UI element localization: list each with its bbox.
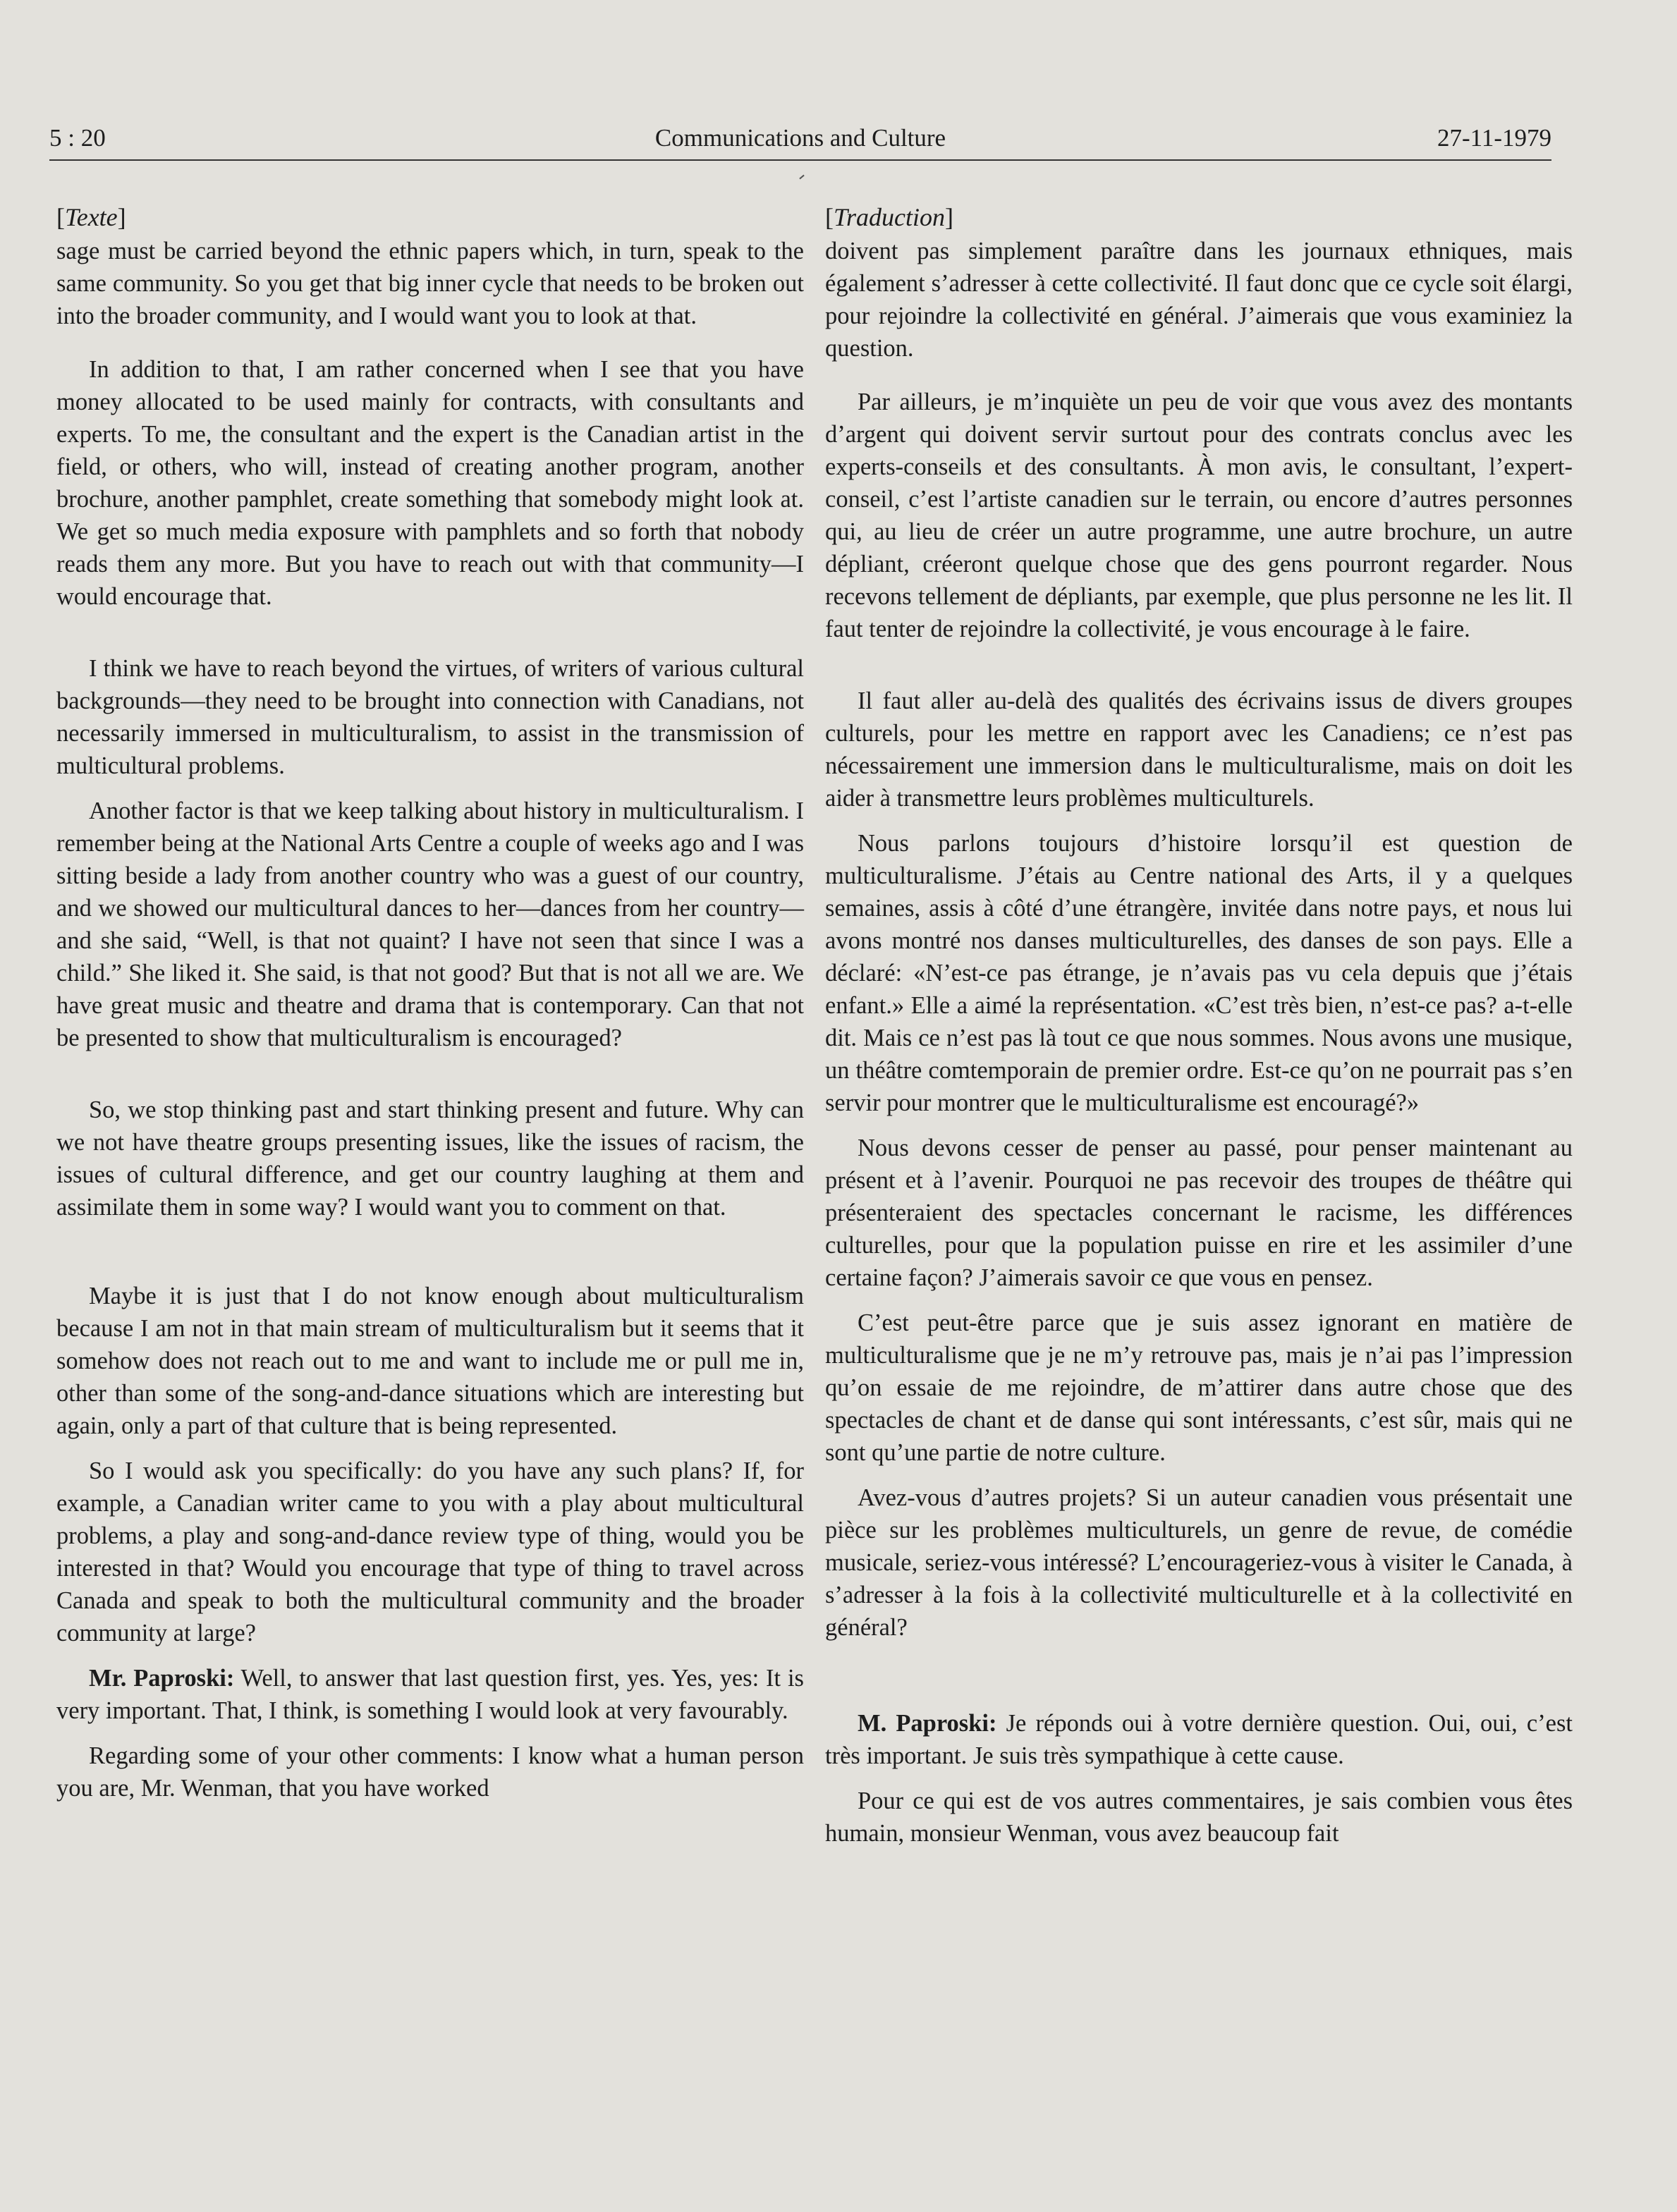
header-title: Communications and Culture <box>654 124 946 152</box>
paragraph: doivent pas simplement paraître dans les journaux ethniques, mais également s’adresser à cette collectivité. Il faut donc que ce cycle soit élargi, pour rejoindre la collectivité en général. J’aimerais que vous examiniez la question. <box>825 238 1573 362</box>
paragraph: Nous devons cesser de penser au passé, pour penser maintenant au présent et à l’avenir. Pourquoi ne pas recevoir des troupes de théâtre qui présenteraient des spectacles concernant le racisme, les différences culturelles, pour que la population puisse en rire et les assimiler d’une certaine façon? J’aimerais savoir ce que vous en pensez. <box>825 1135 1573 1291</box>
speaker-name: M. Paproski: <box>858 1710 997 1737</box>
french-column <box>825 201 1573 1862</box>
header-date: 27-11-1979 <box>1437 124 1551 152</box>
paragraph: Par ailleurs, je m’inquiète un peu de voir que vous avez des montants d’argent qui doivent servir surtout pour des contrats conclus avec les experts-conseils et des consultants. À mon avis, le consultant, l’expert-conseil, c’est l’artiste canadien sur le terrain, ou encore d’autres personnes qui, au lieu de créer un autre programme, une autre brochure, un autre dépliant, créeront quelque chose que des gens pourront regarder. Nous recevons tellement de dépliants, par exemple, que plus personne ne les lit. Il faut tenter de rejoindre la collectivité, je vous encourage à le faire. <box>825 389 1573 642</box>
speaker-text: Well, to answer that last question first, yes. Yes, yes: It is very important. That, I think, is something I would look at very favourably. <box>56 1665 804 1724</box>
paragraph: Nous parlons toujours d’histoire lorsqu’il est question de multiculturalisme. J’étais au Centre national des Arts, il y a quelques semaines, assis à côté d’une étrangère, invitée dans notre pays, et nous lui avons montré nos danses multiculturelles, des danses de son pays. Elle a déclaré: «N’est-ce pas étrange, je n’avais pas vu cela depuis que j’étais enfant.» Elle a aimé la représentation. «C’est très bien, n’est-ce pas? a-t-elle dit. Mais ce n’est pas là tout ce que nous sommes. Nous avons une musique, un théâtre comtemporain de premier ordre. Est-ce qu’on ne pourrait pas s’en servir pour montrer que le multiculturalisme est encouragé?» <box>825 830 1573 1116</box>
language-label: [Texte] <box>56 203 126 231</box>
page-header <box>49 120 1551 161</box>
paragraph: Pour ce qui est de vos autres commentaires, je sais combien vous êtes humain, monsieur Wenman, vous avez beaucoup fait <box>825 1788 1573 1847</box>
paragraph: So, we stop thinking past and start thinking present and future. Why can we not have theatre groups presenting issues, like the issues of racism, the issues of cultural difference, and get our country laughing at them and assimilate them in some way? I would want you to comment on that. <box>56 1096 804 1221</box>
paragraph: Il faut aller au-delà des qualités des écrivains issus de divers groupes culturels, pour les mettre en rapport avec les Canadiens; ce n’est pas nécessairement une immersion dans le multiculturalisme, mais on doit les aider à transmettre leurs problèmes multiculturels. <box>825 688 1573 812</box>
paragraph: Maybe it is just that I do not know enough about multiculturalism because I am not in that main stream of multiculturalism but it seems that it somehow does not reach out to me and want to include me or pull me in, other than some of the song-and-dance situations which are interesting but again, only a part of that culture that is being represented. <box>56 1283 804 1439</box>
page-number: 5 : 20 <box>49 124 106 152</box>
paragraph: So I would ask you specifically: do you have any such plans? If, for example, a Canadian writer came to you with a play about multicultural problems, a play and song-and-dance review type of thing, would you be interested in that? Would you encourage that type of thing to travel across Canada and speak to both the multicultural community and the broader community at large? <box>56 1458 804 1646</box>
language-label: [Traduction] <box>825 203 954 231</box>
paragraph: Another factor is that we keep talking about history in multiculturalism. I remember being at the National Arts Centre a couple of weeks ago and I was sitting beside a lady from another country who was a guest of our country, and we showed our multicultural dances to her—dances from her country—and she said, “Well, is that not quaint? I have not seen that since I was a child.” She liked it. She said, is that not good? But that is not all we are. We have great music and theatre and drama that is contemporary. Can that not be presented to show that multiculturalism is encouraged? <box>56 798 804 1051</box>
speaker-paragraph <box>825 1707 1573 1772</box>
paragraph: C’est peut-être parce que je suis assez ignorant en matière de multiculturalisme que je ne m’y retrouve pas, mais je n’ai pas l’impression qu’on essaie de me rejoindre, de m’attirer dans autre chose que des spectacles de chant et de danse qui sont intéressants, c’est sûr, mais qui ne sont qu’une partie de notre culture. <box>825 1309 1573 1466</box>
paragraph: sage must be carried beyond the ethnic papers which, in turn, speak to the same community. So you get that big inner cycle that needs to be broken out into the broader community, and I would want you to look at that. <box>56 238 804 329</box>
paragraph: Avez-vous d’autres projets? Si un auteur canadien vous présentait une pièce sur les problèmes multiculturels, un genre de revue, de comédie musicale, seriez-vous intéressé? L’encourageriez-vous à visiter le Canada, à s’adresser à la fois à la collectivité multiculturelle et à la collectivité en général? <box>825 1484 1573 1641</box>
paragraph: Regarding some of your other comments: I know what a human person you are, Mr. Wenman, that you have worked <box>56 1742 804 1802</box>
speaker-text: Je réponds oui à votre dernière question. Oui, oui, c’est très important. Je suis très sympathique à cette cause. <box>825 1710 1573 1769</box>
paragraph: In addition to that, I am rather concerned when I see that you have money allocated to be used mainly for contracts, with consultants and experts. To me, the consultant and the expert is the Canadian artist in the field, or others, who will, instead of creating another program, another brochure, another pamphlet, create something that somebody might look at. We get so much media exposure with pamphlets and so forth that nobody reads them any more. But you have to reach out with that community—I would encourage that. <box>56 356 804 610</box>
speaker-paragraph <box>56 1662 804 1727</box>
stray-mark <box>799 175 804 180</box>
english-column <box>56 201 804 1817</box>
paragraph: I think we have to reach beyond the virtues, of writers of various cultural backgrounds—they need to be brought into connection with Canadians, not necessarily immersed in multiculturalism, to assist in the transmission of multicultural problems. <box>56 655 804 779</box>
speaker-name: Mr. Paproski: <box>89 1665 235 1692</box>
